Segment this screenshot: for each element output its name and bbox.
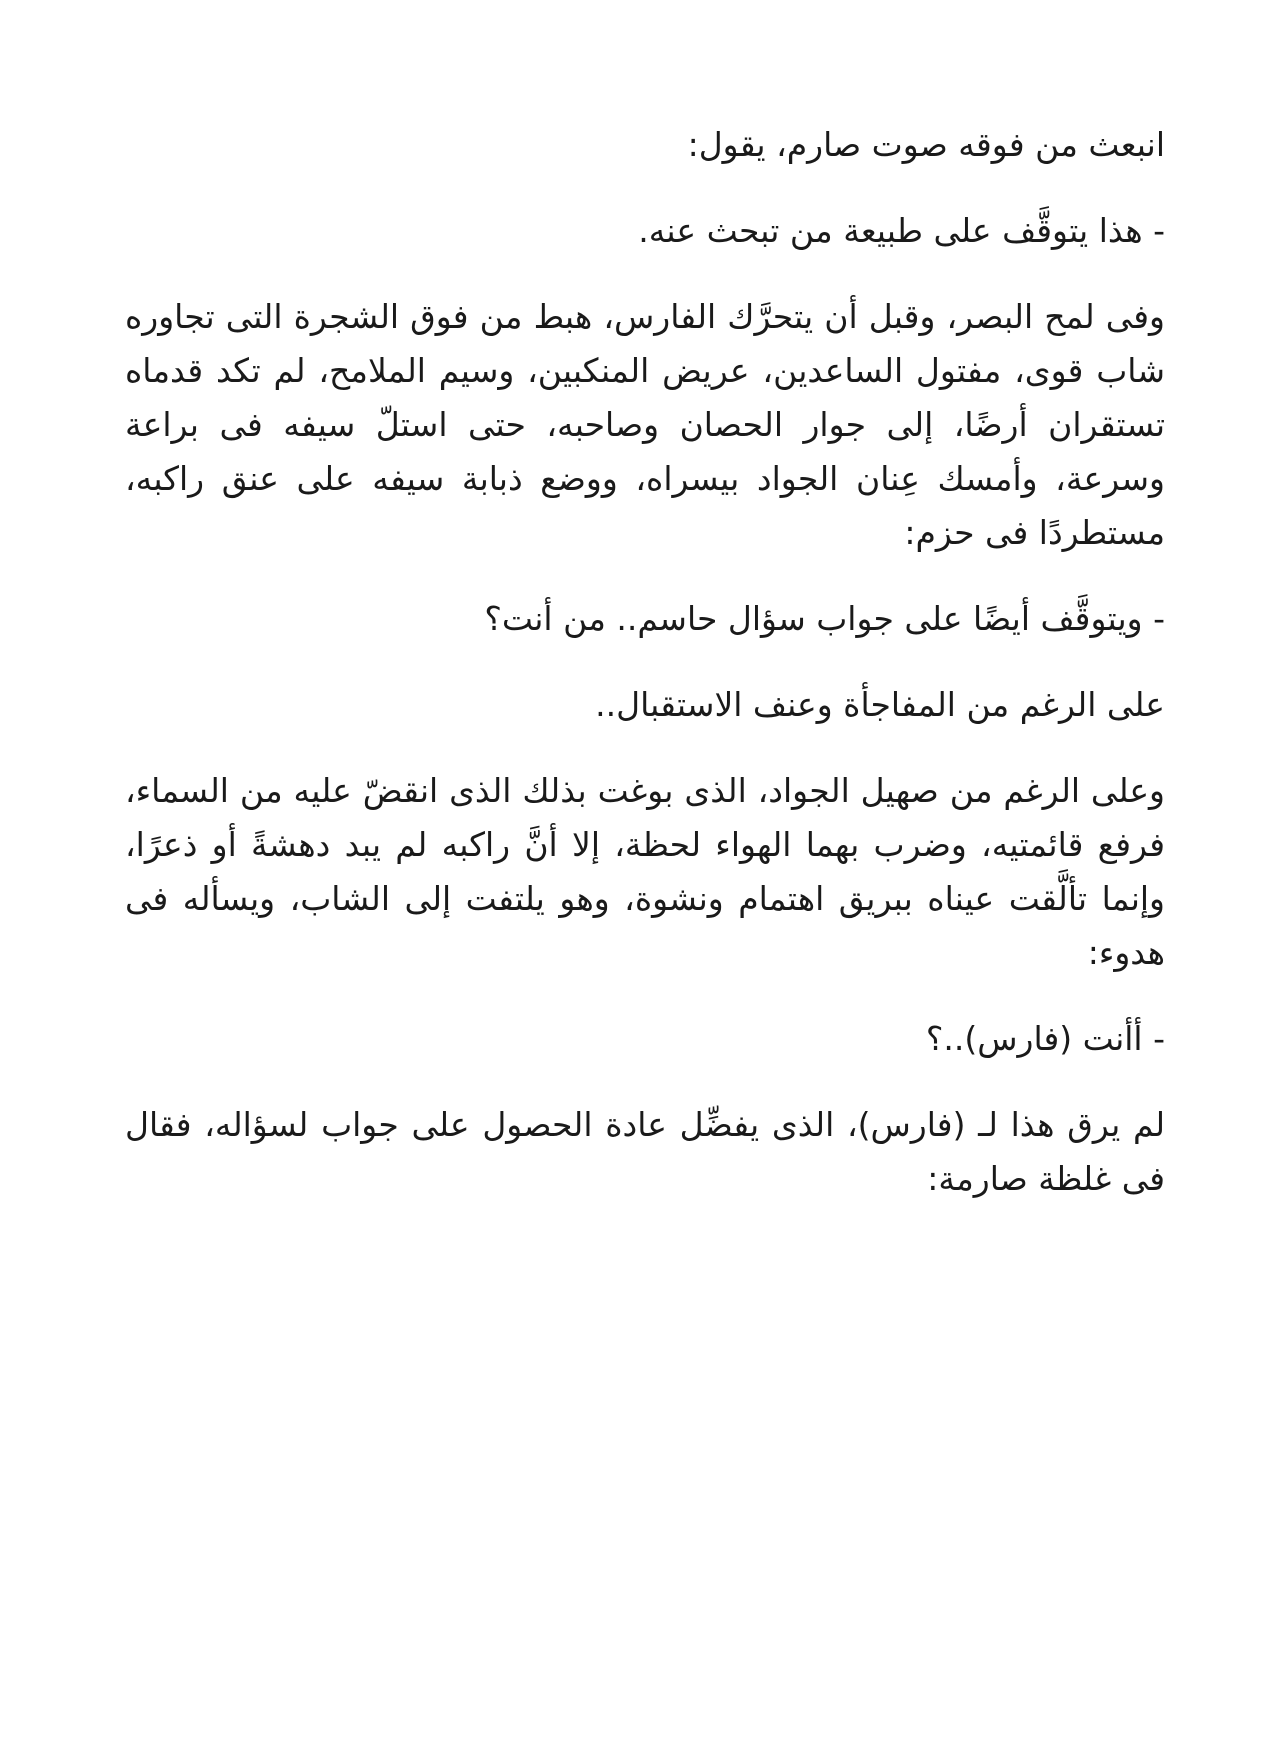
page-text — [125, 118, 1165, 1238]
paragraph-6: وعلى الرغم من صهيل الجواد، الذى بوغت بذلك الذى انقضّ عليه من السماء، فرفع قائمتيه، وضرب بهما الهواء لحظة، إلا أنَّ راكبه لم يبد دهشةً أو ذعرًا، وإنما تألَّقت عيناه ببريق اهتمام ونشوة، وهو يلتفت إلى الشاب، ويسأله فى هدوء: — [125, 771, 1165, 972]
paragraph-1: انبعث من فوقه صوت صارم، يقول: — [687, 125, 1165, 164]
paragraph-5: على الرغم من المفاجأة وعنف الاستقبال.. — [595, 685, 1165, 724]
paragraph-8: لم يرق هذا لـ (فارس)، الذى يفضِّل عادة الحصول على جواب لسؤاله، فقال فى غلظة صارمة: — [125, 1105, 1165, 1198]
paragraph-4: - ويتوقَّف أيضًا على جواب سؤال حاسم.. من أنت؟ — [484, 599, 1165, 638]
paragraph-3: وفى لمح البصر، وقبل أن يتحرَّك الفارس، هبط من فوق الشجرة التى تجاوره شاب قوى، مفتول الساعدين، عريض المنكبين، وسيم الملامح، لم تكد قدماه تستقران أرضًا، إلى جوار الحصان وصاحبه، حتى استلّ سيفه فى براعة وسرعة، وأمسك عِنان الجواد بيسراه، ووضع ذبابة سيفه على عنق راكبه، مستطردًا فى حزم: — [125, 297, 1165, 552]
paragraph-2: - هذا يتوقَّف على طبيعة من تبحث عنه. — [638, 211, 1165, 250]
paragraph-7: - أأنت (فارس)..؟ — [925, 1019, 1165, 1058]
